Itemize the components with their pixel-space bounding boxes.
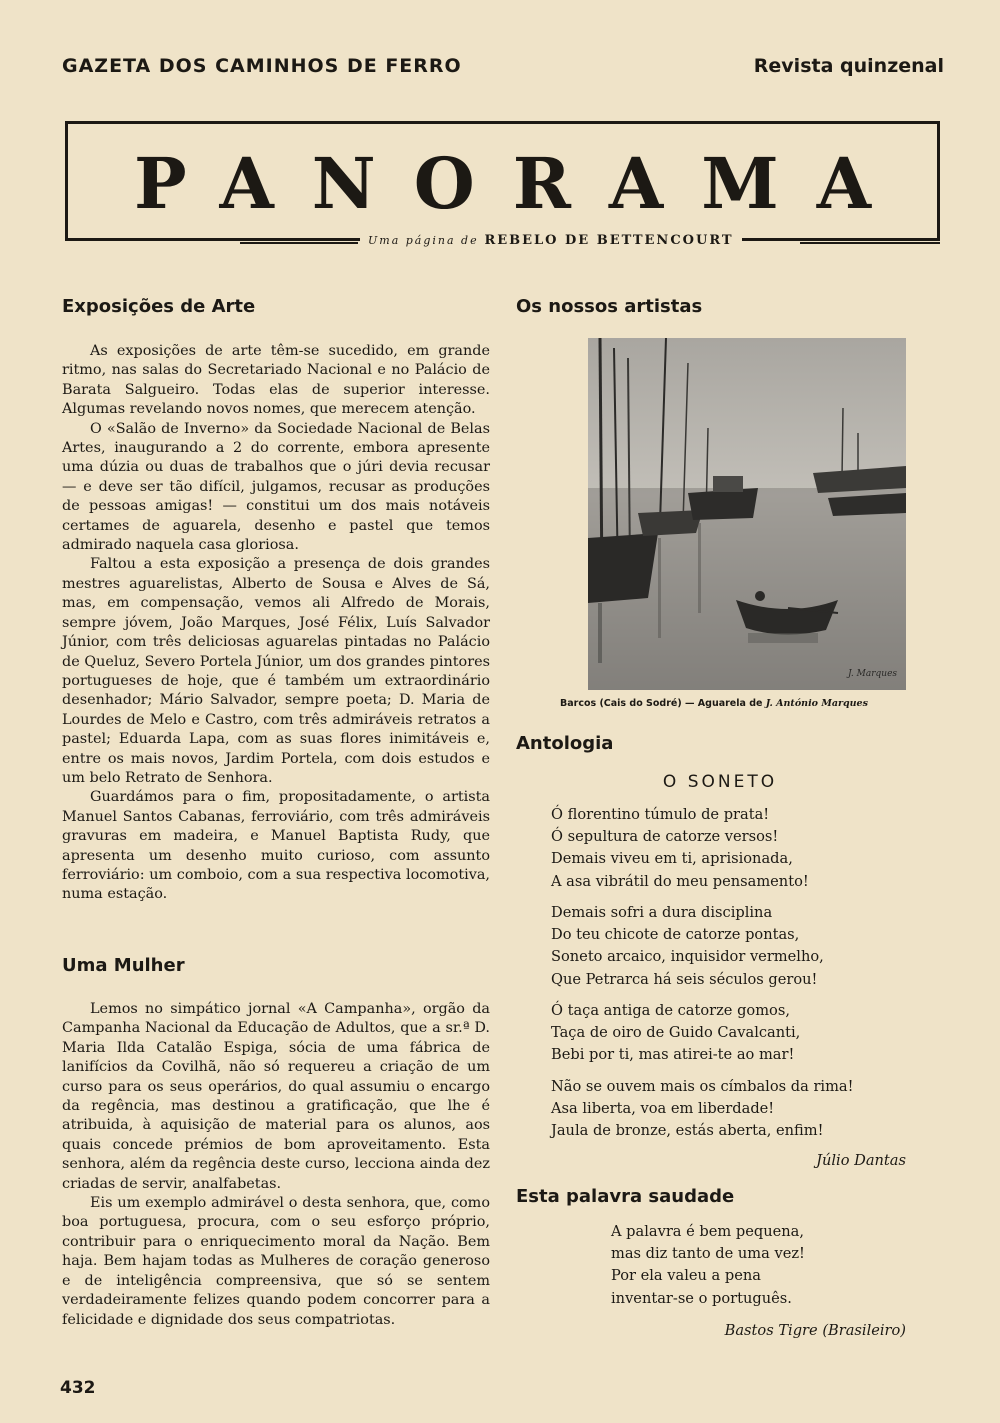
poem-line: Do teu chicote de catorze pontas, [551, 926, 800, 944]
saudade-poem [611, 1221, 805, 1310]
byline-author: REBELO DE BETTENCOURT [484, 233, 734, 248]
poem-line: Ó taça antiga de catorze gomos, [551, 1002, 790, 1019]
poem-line: Jaula de bronze, estás aberta, enfim! [551, 1122, 824, 1140]
poem-line: Taça de oiro de Guido Cavalcanti, [551, 1024, 801, 1042]
poem-line: A asa vibrátil do meu pensamento! [551, 872, 809, 890]
byline-rule-left [240, 242, 358, 244]
sonnet-title: O SONETO [662, 772, 778, 792]
boats-illustration [588, 338, 906, 690]
exposicoes-paragraph: As exposições de arte têm-se sucedido, em grande ritmo, nas salas do Secretariado Nacional e no Palácio de Barata Salgueiro. Todas elas de superior interesse. Algumas revelando novos nomes, que merecem atenção. [62, 343, 490, 418]
artistas-heading: Os nossos artistas [516, 296, 703, 317]
masthead-title: GAZETA DOS CAMINHOS DE FERRO [62, 55, 462, 77]
sonnet-author: Júlio Dantas [816, 1152, 906, 1169]
poem-line: Asa liberta, voa em liberdade! [551, 1100, 775, 1118]
antologia-heading: Antologia [516, 733, 614, 754]
poem-line: mas diz tanto de uma vez! [611, 1245, 805, 1263]
page-number: 432 [60, 1378, 96, 1398]
poem-line: Não se ouvem mais os címbalos da rima! [551, 1078, 854, 1095]
banner-title: PANORAMA [133, 142, 910, 225]
mulher-paragraph: Lemos no simpático jornal «A Campanha», orgão da Campanha Nacional da Educação de Adultos, que a sr.ª D. Maria Ilda Catalão Espiga, sócia de uma fábrica de lanifícios da Covilhã, não só requereu a criação de um curso para os seus operários, do qual assumiu o encargo da regência, mas destinou a gratificação, que lhe é atribuida, à aquisição de material para os alunos, aos quais concede prémios de bom aproveitamento. Esta senhora, além da regência deste curso, lecciona ainda dez criadas de servir, analfabetas. [62, 1001, 490, 1192]
painting-caption [560, 698, 910, 709]
mulher-heading: Uma Mulher [62, 955, 185, 976]
sonnet-stanza [551, 902, 824, 991]
masthead-subtitle: Revista quinzenal [753, 55, 944, 77]
exposicoes-heading: Exposições de Arte [62, 296, 256, 317]
byline-bar [240, 232, 940, 252]
saudade-heading: Esta palavra saudade [516, 1186, 735, 1207]
poem-line: Ó sepultura de catorze versos! [551, 828, 779, 846]
byline-prefix: Uma página de [368, 234, 479, 247]
exposicoes-article [62, 342, 490, 905]
sonnet-stanza [551, 1076, 854, 1143]
byline [360, 233, 742, 248]
caption-artist: J. António Marques [765, 698, 868, 709]
poem-line: Por ela valeu a pena [611, 1267, 761, 1285]
poem-line: Bebi por ti, mas atirei-te ao mar! [551, 1046, 795, 1064]
watercolor-boats-image [588, 338, 906, 690]
panorama-banner [65, 121, 940, 241]
poem-line: Demais viveu em ti, aprisionada, [551, 850, 793, 868]
poem-line: inventar-se o português. [611, 1289, 792, 1307]
byline-rule-right [800, 242, 940, 244]
poem-line: Ó florentino túmulo de prata! [551, 806, 770, 823]
mulher-article [62, 1000, 490, 1330]
saudade-author: Bastos Tigre (Brasileiro) [724, 1322, 906, 1339]
poem-line: Que Petrarca há seis séculos gerou! [551, 970, 818, 988]
exposicoes-paragraph: O «Salão de Inverno» da Sociedade Nacional de Belas Artes, inaugurando a 2 do corrente, embora apresente uma dúzia ou duas de trabalhos que o júri devia recusar — e deve ser tão difícil, julgamos, recusar as produções de pessoas amigas! — constitui um dos mais notáveis certames de aguarela, desenho e pastel que temos admirado naquela casa gloriosa. [62, 420, 490, 554]
exposicoes-paragraph: Faltou a esta exposição a presença de dois grandes mestres aguarelistas, Alberto de Sousa e Alves de Sá, mas, em compensação, vemos ali Alfredo de Morais, sempre jóvem, João Marques, José Félix, Luís Salvador Júnior, com três deliciosas aguarelas pintadas no Palácio de Queluz, Severo Portela Júnior, um dos grandes pintores portugueses de hoje, que é também um extraordinário desenhador; Mário Salvador, sempre poeta; D. Maria de Lourdes de Melo e Castro, com três admiráveis retratos a pastel; Eduarda Lapa, com as suas flores inimitáveis e, entre os mais novos, Jardim Portela, com dois estudos e um belo Retrato de Senhora. [62, 556, 490, 786]
painting-signature: J. Marques [848, 669, 898, 679]
poem-line: Demais sofri a dura disciplina [551, 904, 773, 921]
poem-line: A palavra é bem pequena, [611, 1223, 804, 1240]
poem-line: Soneto arcaico, inquisidor vermelho, [551, 948, 824, 966]
mulher-paragraph: Eis um exemplo admirável o desta senhora, que, como boa portuguesa, procura, com o seu esforço próprio, contribuir para o enriquecimento moral da Nação. Bem haja. Bem hajam todas as Mulheres de coração generoso e de inteligência compreensiva, que só se sentem verdadeiramente felizes quando podem concorrer para a felicidade e dignidade dos seus compatriotas. [62, 1195, 490, 1328]
exposicoes-paragraph: Guardámos para o fim, propositadamente, o artista Manuel Santos Cabanas, ferroviário, com três admiráveis gravuras em madeira, e Manuel Baptista Rudy, que apresenta um desenho muito curioso, com assunto ferroviário: um comboio, com a sua respectiva locomotiva, numa estação. [62, 789, 490, 903]
sonnet-stanza [551, 804, 809, 893]
caption-text: Barcos (Cais do Sodré) — Aguarela de [560, 698, 763, 709]
sonnet-stanza [551, 1000, 800, 1067]
